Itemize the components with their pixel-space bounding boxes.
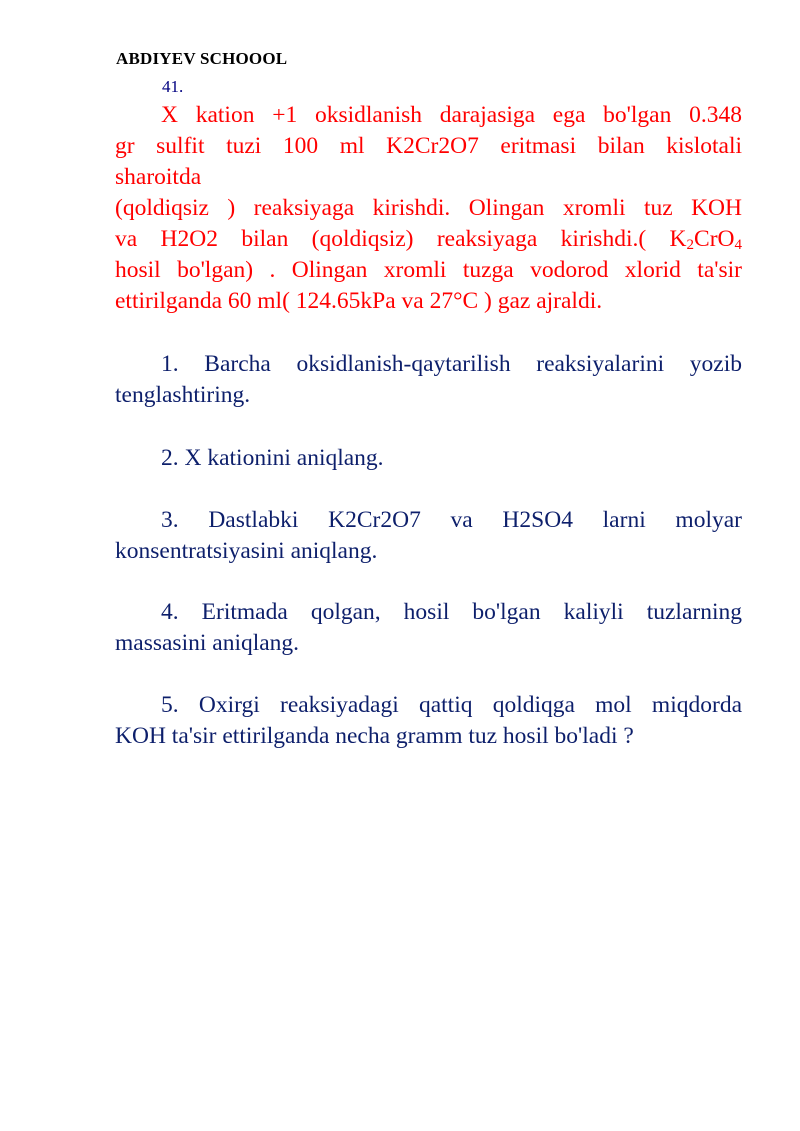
question-line: 4. Eritmada qolgan, hosil bo'lgan kaliyli tuzlarning [161, 599, 742, 625]
problem-line: X kation +1 oksidlanish darajasiga ega bo'lgan 0.348 [161, 102, 742, 128]
question-line: 3. Dastlabki K2Cr2O7 va H2SO4 larni molyar [161, 507, 742, 533]
question-line: massasini aniqlang. [115, 630, 300, 656]
question-1 [115, 349, 742, 411]
school-header: ABDIYEV SCHOOOL [116, 49, 288, 68]
problem-line-text: va H2O2 bilan (qoldiqsiz) reaksiyaga kirishdi.( [115, 226, 647, 252]
question-2 [115, 443, 742, 474]
problem-line: sharoitda [115, 164, 202, 190]
problem-line-with-formula [115, 224, 742, 255]
chemical-formula: $K_2CrO_4$ [669, 226, 743, 253]
problem-line: gr sulfit tuzi 100 ml K2Cr2O7 eritmasi bilan kislotali [115, 133, 742, 159]
question-line: 1. Barcha oksidlanish-qaytarilish reaksiyalarini yozib [161, 351, 742, 377]
question-line: tenglashtiring. [115, 382, 251, 408]
question-line: 5. Oxirgi reaksiyadagi qattiq qoldiqga mol miqdorda [161, 692, 742, 718]
problem-line: (qoldiqsiz ) reaksiyaga kirishdi. Olingan xromli tuz KOH [115, 195, 742, 221]
question-3 [115, 505, 742, 567]
question-5 [115, 690, 742, 752]
problem-line: ettirilganda 60 ml( 124.65kPa va 27°C ) gaz ajraldi. [115, 288, 603, 314]
problem-statement [115, 100, 742, 317]
problem-line: hosil bo'lgan) . Olingan xromli tuzga vodorod xlorid ta'sir [115, 257, 742, 283]
question-line: KOH ta'sir ettirilganda necha gramm tuz hosil bo'ladi ? [115, 723, 634, 749]
problem-number: 41. [162, 77, 184, 96]
question-line: 2. X kationini aniqlang. [161, 445, 384, 471]
question-4 [115, 597, 742, 659]
question-line: konsentratsiyasini aniqlang. [115, 538, 378, 564]
